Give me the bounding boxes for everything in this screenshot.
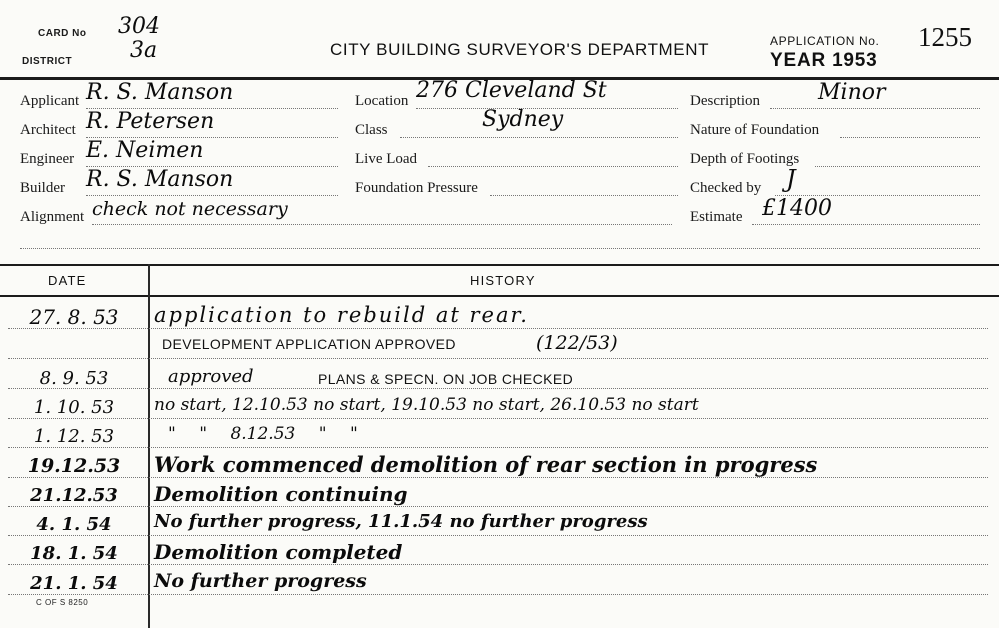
history-row-line xyxy=(8,388,988,389)
estimate-label: Estimate xyxy=(690,209,743,225)
history-text-4: no start, 12.10.53 no start, 19.10.53 no start, 26.10.53 no start xyxy=(154,395,699,415)
history-date-10: 21. 1. 54 xyxy=(30,573,118,594)
district-label: DISTRICT xyxy=(22,56,73,67)
class-value: Sydney xyxy=(482,107,564,132)
history-row-line xyxy=(8,328,988,329)
history-date-3: 8. 9. 53 xyxy=(39,368,109,389)
history-text-6: Work commenced demolition of rear section in progress xyxy=(154,452,818,477)
application-no-label: APPLICATION No. xyxy=(770,34,880,48)
history-date-8: 4. 1. 54 xyxy=(36,514,112,535)
nature-of-foundation-label: Nature of Foundation xyxy=(690,122,820,138)
history-date-4: 1. 10. 53 xyxy=(33,397,115,418)
card-no-value: 304 xyxy=(118,14,160,39)
application-no-value: 1255 xyxy=(918,22,972,52)
history-row-line xyxy=(8,418,988,419)
architect-label: Architect xyxy=(20,122,76,138)
builder-label: Builder xyxy=(20,180,65,196)
depth-of-footings-label: Depth of Footings xyxy=(690,151,800,167)
district-value: 3a xyxy=(130,38,158,63)
history-date-7: 21.12.53 xyxy=(30,485,118,506)
location-label: Location xyxy=(355,93,409,109)
history-row-line xyxy=(8,358,988,359)
checked-by-value: J xyxy=(786,165,796,193)
live-load-label: Live Load xyxy=(355,151,418,167)
checked-by-label: Checked by xyxy=(690,180,762,196)
engineer-label: Engineer xyxy=(20,151,75,167)
header-bottom-line xyxy=(20,248,980,249)
history-date-6: 19.12.53 xyxy=(27,455,121,477)
builder-value: R. S. Manson xyxy=(86,167,234,192)
date-column-divider xyxy=(148,264,150,628)
history-row-line xyxy=(8,506,988,507)
history-row-line xyxy=(8,447,988,448)
history-text-7: Demolition continuing xyxy=(154,482,408,506)
development-approval-ref: (122/53) xyxy=(536,332,618,354)
history-date-5: 1. 12. 53 xyxy=(33,426,115,447)
history-text-5: " " 8.12.53 " " xyxy=(168,424,358,444)
history-text-1: application to rebuild at rear. xyxy=(154,303,529,327)
history-text-8: No further progress, 11.1.54 no further progress xyxy=(154,511,648,532)
live-load-line xyxy=(428,166,678,167)
history-date-1: 27. 8. 53 xyxy=(29,305,119,329)
location-value: 276 Cleveland St xyxy=(416,78,607,103)
description-label: Description xyxy=(690,93,760,109)
depth-of-footings-line xyxy=(815,166,980,167)
history-date-9: 18. 1. 54 xyxy=(30,543,118,564)
engineer-value: E. Neimen xyxy=(86,138,204,163)
date-column-header: DATE xyxy=(48,273,87,288)
applicant-label: Applicant xyxy=(20,93,80,109)
class-label: Class xyxy=(355,122,388,138)
plans-checked-stamp: PLANS & SPECN. ON JOB CHECKED xyxy=(318,371,574,387)
history-text-9: Demolition completed xyxy=(154,540,403,564)
history-text-10: No further progress xyxy=(154,570,367,592)
nature-of-foundation-line xyxy=(840,137,980,138)
history-column-header: HISTORY xyxy=(470,273,536,288)
history-row-line xyxy=(8,594,988,595)
alignment-label: Alignment xyxy=(20,209,85,225)
applicant-value: R. S. Manson xyxy=(86,80,234,105)
estimate-line xyxy=(752,224,980,225)
history-row-line xyxy=(8,564,988,565)
class-line xyxy=(400,137,678,138)
history-row-line xyxy=(8,477,988,478)
history-text-3: approved xyxy=(168,366,254,387)
alignment-line xyxy=(92,224,672,225)
history-row-line xyxy=(8,535,988,536)
description-value: Minor xyxy=(818,80,886,105)
description-line xyxy=(770,108,980,109)
department-title: CITY BUILDING SURVEYOR'S DEPARTMENT xyxy=(330,40,710,59)
foundation-pressure-label: Foundation Pressure xyxy=(355,180,478,196)
alignment-value: check not necessary xyxy=(92,198,288,220)
development-approved-stamp: DEVELOPMENT APPLICATION APPROVED xyxy=(162,336,456,352)
card-no-label: CARD No xyxy=(38,28,87,39)
form-code: C OF S 8250 xyxy=(36,598,89,607)
estimate-value: £1400 xyxy=(762,196,832,221)
foundation-pressure-line xyxy=(490,195,678,196)
year-label: YEAR 1953 xyxy=(770,50,878,71)
builder-line xyxy=(86,195,338,196)
architect-value: R. Petersen xyxy=(86,109,215,134)
